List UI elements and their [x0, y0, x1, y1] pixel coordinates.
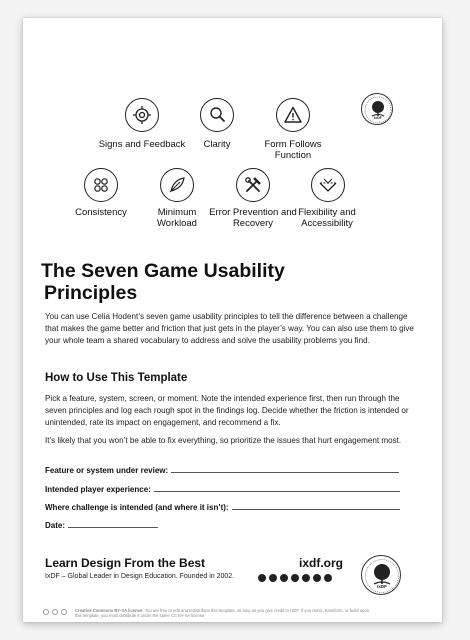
legal-body: You are free to edit and redistribute this template, as long as you give credit to IxDF. If you remix, transform, or build upon this template, you must distribute it under the same CC BY-SA license.	[75, 608, 370, 619]
principle-label-consistency: Consistency	[75, 207, 127, 218]
tree-icon	[362, 556, 401, 595]
footer-subtitle: IxDF – Global Leader in Design Education. Founded in 2002.	[45, 573, 235, 580]
field-feature-line[interactable]	[171, 471, 399, 473]
consistency-icon-circle	[84, 168, 118, 202]
footer-title: Learn Design From the Best	[45, 556, 206, 570]
footer-url[interactable]: ixdf.org	[299, 556, 343, 570]
field-challenge-line[interactable]	[232, 508, 400, 510]
minimum-workload-icon-circle	[160, 168, 194, 202]
principle-label-clarity: Clarity	[203, 139, 231, 150]
hammer-wrench-icon	[243, 175, 263, 195]
flexible-diamond-icon	[318, 175, 338, 195]
cc-icon	[43, 609, 49, 615]
document-page	[23, 18, 442, 622]
title-line-2: Principles	[44, 282, 138, 304]
field-date[interactable]	[45, 521, 158, 530]
by-icon	[52, 609, 58, 615]
legal-text	[75, 608, 375, 618]
tiktok-icon[interactable]	[324, 574, 332, 582]
sa-icon	[61, 609, 67, 615]
warning-triangle-icon	[283, 105, 303, 125]
feather-icon	[167, 175, 187, 195]
flexibility-icon-circle	[311, 168, 345, 202]
logo-small-text: IxDF	[374, 116, 382, 120]
field-challenge-label: Where challenge is intended (and where it isn’t):	[45, 503, 229, 512]
field-date-label: Date:	[45, 521, 66, 530]
linkedin-icon[interactable]	[258, 574, 266, 582]
field-date-line[interactable]	[68, 526, 158, 528]
form-function-icon-circle	[276, 98, 310, 132]
how-to-paragraph-2: It’s likely that you won’t be able to fix everything, so prioritize the issues that hurt engagement most.	[45, 436, 402, 445]
error-prevention-icon-circle	[236, 168, 270, 202]
title-line-1: The Seven Game Usability	[41, 260, 285, 282]
ixdf-logo-large	[361, 555, 401, 595]
principle-label-minimum-workload: Minimum Workload	[157, 207, 197, 229]
how-to-heading: How to Use This Template	[45, 372, 188, 384]
target-icon	[132, 105, 152, 125]
page-title	[41, 260, 401, 304]
magnifier-icon	[207, 105, 227, 125]
tree-icon	[362, 94, 393, 125]
logo-large-text: IxDF	[377, 584, 387, 589]
youtube-icon[interactable]	[302, 574, 310, 582]
intro-paragraph: You can use Celia Hodent’s seven game usability principles to tell the difference between a challenge that makes the game better and friction that just gets in the player’s way. You can also use them to give your whole team a shared vocabulary to address and solve the usability problems you find.	[45, 312, 414, 345]
facebook-icon[interactable]	[280, 574, 288, 582]
ixdf-logo-small	[361, 93, 393, 125]
field-experience[interactable]	[45, 485, 400, 494]
field-feature-label: Feature or system under review:	[45, 466, 169, 475]
field-experience-label: Intended player experience:	[45, 485, 151, 494]
principle-label-form-function: Form Follows Function	[264, 139, 322, 161]
how-to-paragraph-1: Pick a feature, system, screen, or moment. Note the intended experience first, then run through the seven principles and log each rough spot in the findings log. Decide whether the friction is intended or unintended, rate its impact on engagement, and recommend a fix.	[45, 394, 409, 427]
podcast-icon[interactable]	[313, 574, 321, 582]
field-feature[interactable]	[45, 466, 399, 475]
circles-grid-icon	[91, 175, 111, 195]
field-experience-line[interactable]	[154, 490, 400, 492]
clarity-icon-circle	[200, 98, 234, 132]
principle-label-flexibility: Flexibility and Accessibility	[298, 207, 356, 229]
principle-label-signs-feedback: Signs and Feedback	[98, 139, 186, 150]
signs-feedback-icon-circle	[125, 98, 159, 132]
legal-bold: Creative Commons BY-SA license.	[75, 608, 144, 613]
principle-label-error-prevention: Error Prevention and Recovery	[209, 207, 297, 229]
field-challenge[interactable]	[45, 503, 400, 512]
instagram-icon[interactable]	[269, 574, 277, 582]
x-icon[interactable]	[291, 574, 299, 582]
